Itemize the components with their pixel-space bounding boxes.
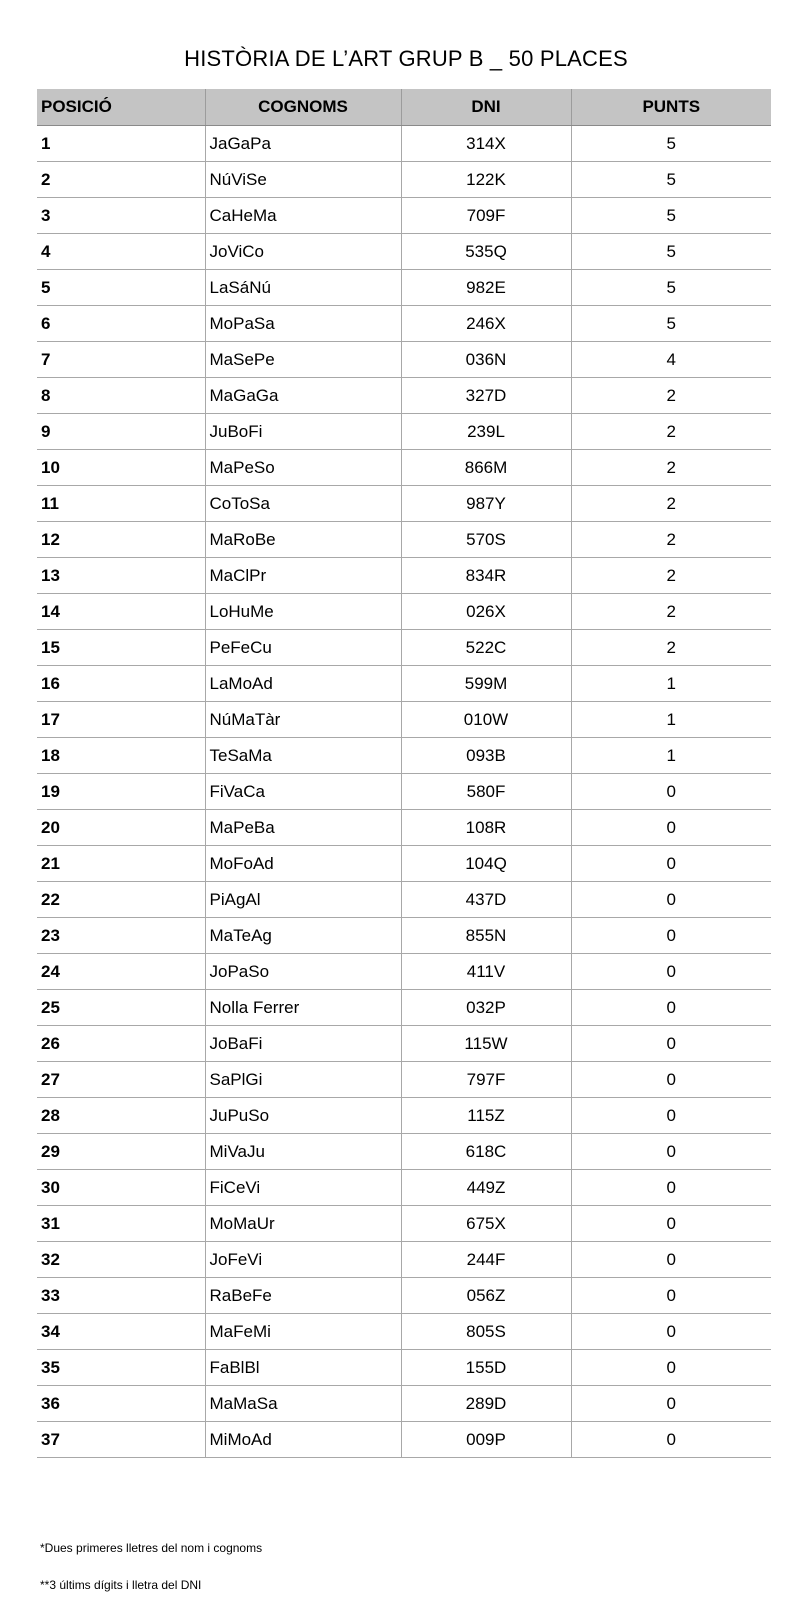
cell-cognoms: MaSePe [205,342,401,378]
cell-posicio: 16 [37,666,205,702]
cell-posicio: 8 [37,378,205,414]
cell-punts: 4 [571,342,771,378]
cell-punts: 0 [571,1386,771,1422]
cell-dni: 570S [401,522,571,558]
cell-cognoms: MaTeAg [205,918,401,954]
cell-dni: 314X [401,126,571,162]
table-row [37,594,771,630]
cell-posicio: 1 [37,126,205,162]
table-row [37,450,771,486]
cell-punts: 2 [571,414,771,450]
cell-posicio: 12 [37,522,205,558]
table-row [37,1278,771,1314]
footnote-dni-format: **3 últims dígits i lletra del DNI [40,1578,202,1592]
cell-punts: 1 [571,702,771,738]
cell-punts: 5 [571,270,771,306]
table-header [37,89,771,126]
table-row [37,126,771,162]
table-row [37,630,771,666]
cell-punts: 5 [571,198,771,234]
cell-dni: 982E [401,270,571,306]
cell-punts: 1 [571,666,771,702]
cell-dni: 009P [401,1422,571,1458]
cell-posicio: 29 [37,1134,205,1170]
table-row [37,954,771,990]
cell-punts: 0 [571,1422,771,1458]
table-row [37,1134,771,1170]
cell-dni: 987Y [401,486,571,522]
cell-punts: 0 [571,1314,771,1350]
cell-dni: 675X [401,1206,571,1242]
cell-cognoms: MaRoBe [205,522,401,558]
cell-punts: 2 [571,378,771,414]
table-body [37,126,771,1458]
cell-dni: 449Z [401,1170,571,1206]
cell-dni: 437D [401,882,571,918]
cell-dni: 122K [401,162,571,198]
cell-cognoms: JoViCo [205,234,401,270]
cell-dni: 411V [401,954,571,990]
cell-dni: 805S [401,1314,571,1350]
cell-posicio: 33 [37,1278,205,1314]
cell-dni: 535Q [401,234,571,270]
cell-cognoms: MaGaGa [205,378,401,414]
cell-posicio: 21 [37,846,205,882]
table-row [37,486,771,522]
cell-cognoms: Nolla Ferrer [205,990,401,1026]
cell-dni: 522C [401,630,571,666]
table-row [37,774,771,810]
cell-punts: 0 [571,810,771,846]
cell-punts: 5 [571,234,771,270]
cell-dni: 036N [401,342,571,378]
cell-posicio: 10 [37,450,205,486]
cell-cognoms: JoPaSo [205,954,401,990]
table-row [37,1422,771,1458]
cell-posicio: 28 [37,1098,205,1134]
cell-punts: 0 [571,954,771,990]
cell-posicio: 36 [37,1386,205,1422]
cell-dni: 797F [401,1062,571,1098]
cell-dni: 010W [401,702,571,738]
table-row [37,810,771,846]
cell-posicio: 4 [37,234,205,270]
cell-dni: 709F [401,198,571,234]
ranking-table [37,89,771,1458]
cell-cognoms: JoBaFi [205,1026,401,1062]
cell-posicio: 22 [37,882,205,918]
cell-cognoms: MaPeSo [205,450,401,486]
cell-dni: 108R [401,810,571,846]
table-row [37,558,771,594]
cell-dni: 056Z [401,1278,571,1314]
cell-posicio: 13 [37,558,205,594]
cell-punts: 0 [571,1242,771,1278]
cell-posicio: 2 [37,162,205,198]
cell-posicio: 20 [37,810,205,846]
cell-cognoms: FiCeVi [205,1170,401,1206]
table-row [37,882,771,918]
footnote-name-format: *Dues primeres lletres del nom i cognoms [40,1541,263,1555]
table-row [37,666,771,702]
header-posicio: POSICIÓ [37,89,205,126]
cell-cognoms: JuPuSo [205,1098,401,1134]
table-row [37,162,771,198]
cell-posicio: 26 [37,1026,205,1062]
cell-posicio: 17 [37,702,205,738]
cell-punts: 0 [571,1350,771,1386]
cell-dni: 599M [401,666,571,702]
cell-dni: 104Q [401,846,571,882]
table-row [37,702,771,738]
table-row [37,1242,771,1278]
cell-cognoms: MoFoAd [205,846,401,882]
cell-posicio: 24 [37,954,205,990]
cell-punts: 2 [571,522,771,558]
cell-cognoms: SaPlGi [205,1062,401,1098]
cell-posicio: 6 [37,306,205,342]
cell-punts: 0 [571,1098,771,1134]
cell-cognoms: MoPaSa [205,306,401,342]
cell-dni: 834R [401,558,571,594]
cell-punts: 0 [571,882,771,918]
cell-punts: 2 [571,594,771,630]
cell-posicio: 31 [37,1206,205,1242]
cell-dni: 155D [401,1350,571,1386]
cell-cognoms: NúViSe [205,162,401,198]
table-row [37,1026,771,1062]
table-row [37,1314,771,1350]
cell-cognoms: JoFeVi [205,1242,401,1278]
cell-punts: 5 [571,162,771,198]
cell-posicio: 15 [37,630,205,666]
cell-cognoms: MiMoAd [205,1422,401,1458]
cell-cognoms: CoToSa [205,486,401,522]
cell-cognoms: PiAgAl [205,882,401,918]
cell-punts: 0 [571,1062,771,1098]
cell-cognoms: JuBoFi [205,414,401,450]
cell-dni: 580F [401,774,571,810]
cell-posicio: 14 [37,594,205,630]
cell-punts: 5 [571,306,771,342]
cell-dni: 093B [401,738,571,774]
table-row [37,270,771,306]
cell-punts: 2 [571,486,771,522]
table-row [37,234,771,270]
header-dni: DNI [401,89,571,126]
cell-cognoms: MaMaSa [205,1386,401,1422]
table-row [37,342,771,378]
cell-posicio: 30 [37,1170,205,1206]
cell-punts: 0 [571,1278,771,1314]
cell-cognoms: JaGaPa [205,126,401,162]
cell-dni: 239L [401,414,571,450]
cell-punts: 0 [571,1206,771,1242]
cell-cognoms: MoMaUr [205,1206,401,1242]
cell-dni: 115Z [401,1098,571,1134]
page-title: HISTÒRIA DE L’ART GRUP B _ 50 PLACES [184,46,628,71]
cell-cognoms: LoHuMe [205,594,401,630]
cell-punts: 0 [571,1026,771,1062]
table-row [37,378,771,414]
cell-cognoms: MaClPr [205,558,401,594]
cell-dni: 866M [401,450,571,486]
cell-cognoms: TeSaMa [205,738,401,774]
table-row [37,846,771,882]
cell-posicio: 27 [37,1062,205,1098]
cell-punts: 2 [571,558,771,594]
cell-posicio: 18 [37,738,205,774]
cell-punts: 0 [571,918,771,954]
cell-punts: 0 [571,1170,771,1206]
table-row [37,198,771,234]
cell-posicio: 11 [37,486,205,522]
cell-posicio: 32 [37,1242,205,1278]
cell-dni: 289D [401,1386,571,1422]
cell-cognoms: LaSáNú [205,270,401,306]
cell-posicio: 34 [37,1314,205,1350]
cell-posicio: 37 [37,1422,205,1458]
table-row [37,990,771,1026]
table-row [37,918,771,954]
cell-posicio: 19 [37,774,205,810]
cell-cognoms: MaFeMi [205,1314,401,1350]
header-row [37,89,771,126]
header-punts: PUNTS [571,89,771,126]
table-row [37,306,771,342]
table-row [37,1386,771,1422]
table-row [37,1098,771,1134]
cell-posicio: 35 [37,1350,205,1386]
cell-punts: 0 [571,774,771,810]
cell-punts: 0 [571,846,771,882]
cell-posicio: 7 [37,342,205,378]
cell-dni: 115W [401,1026,571,1062]
table-row [37,522,771,558]
cell-posicio: 25 [37,990,205,1026]
cell-cognoms: MiVaJu [205,1134,401,1170]
cell-cognoms: LaMoAd [205,666,401,702]
cell-punts: 1 [571,738,771,774]
cell-dni: 246X [401,306,571,342]
table-row [37,738,771,774]
cell-cognoms: FaBlBl [205,1350,401,1386]
cell-dni: 618C [401,1134,571,1170]
cell-punts: 2 [571,450,771,486]
cell-dni: 327D [401,378,571,414]
cell-dni: 026X [401,594,571,630]
cell-posicio: 3 [37,198,205,234]
cell-dni: 032P [401,990,571,1026]
cell-punts: 0 [571,990,771,1026]
table-row [37,1062,771,1098]
table-row [37,1206,771,1242]
table-row [37,1350,771,1386]
cell-dni: 244F [401,1242,571,1278]
cell-punts: 5 [571,126,771,162]
cell-posicio: 5 [37,270,205,306]
cell-cognoms: PeFeCu [205,630,401,666]
cell-cognoms: FiVaCa [205,774,401,810]
cell-posicio: 23 [37,918,205,954]
header-cognoms: COGNOMS [205,89,401,126]
cell-posicio: 9 [37,414,205,450]
cell-punts: 2 [571,630,771,666]
cell-cognoms: CaHeMa [205,198,401,234]
cell-punts: 0 [571,1134,771,1170]
table-row [37,1170,771,1206]
cell-cognoms: RaBeFe [205,1278,401,1314]
cell-cognoms: NúMaTàr [205,702,401,738]
table-row [37,414,771,450]
cell-dni: 855N [401,918,571,954]
cell-cognoms: MaPeBa [205,810,401,846]
